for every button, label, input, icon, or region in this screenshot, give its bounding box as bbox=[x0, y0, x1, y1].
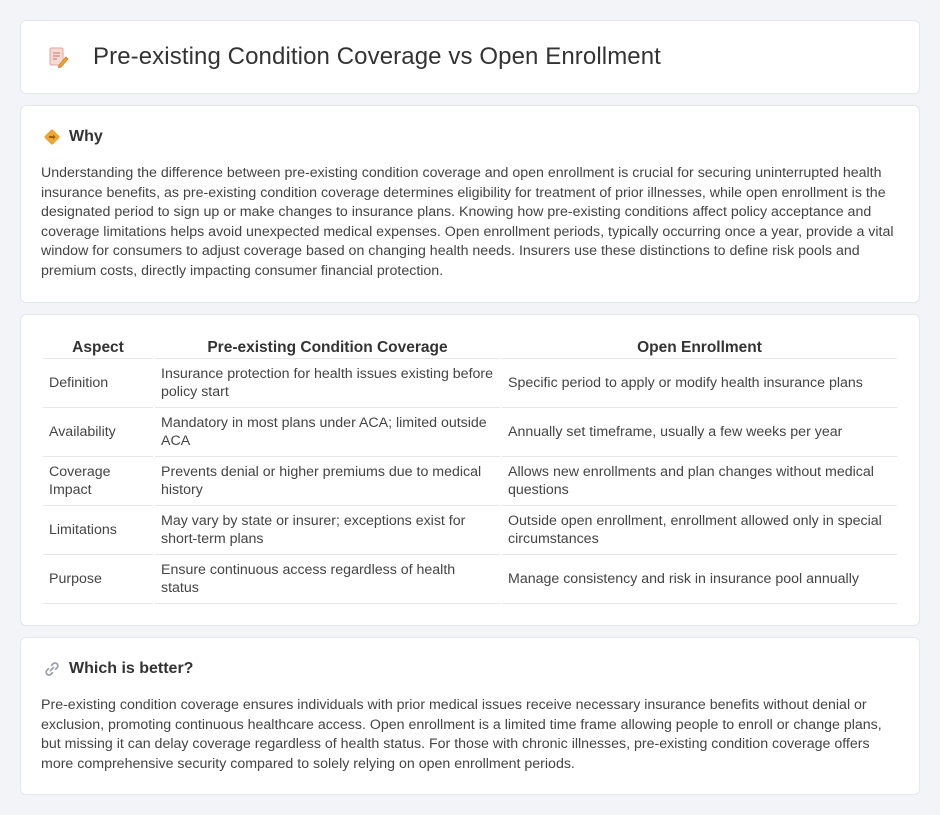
table-row bbox=[43, 506, 897, 555]
cell-aspect: Definition bbox=[43, 359, 153, 408]
cell-aspect: Limitations bbox=[43, 506, 153, 555]
cell-pre-existing: May vary by state or insurer; exceptions exist for short-term plans bbox=[155, 506, 500, 555]
cell-open-enrollment: Specific period to apply or modify health insurance plans bbox=[502, 359, 897, 408]
document-edit-icon bbox=[45, 44, 71, 70]
table-row bbox=[43, 359, 897, 408]
table-row bbox=[43, 457, 897, 506]
cell-aspect: Purpose bbox=[43, 555, 153, 604]
why-heading: Why bbox=[69, 128, 103, 145]
comparison-table bbox=[41, 337, 899, 604]
header-open-enrollment: Open Enrollment bbox=[502, 337, 897, 359]
diamond-direction-icon bbox=[43, 128, 61, 146]
comparison-card bbox=[20, 314, 920, 626]
why-paragraph: Understanding the difference between pre-existing condition coverage and open enrollment is crucial for securing uninterrupted health insurance benefits, as pre-existing condition coverage determines eligibility for treatment of prior illnesses, while open enrollment is the designated period to sign up or make changes to insurance plans. Knowing how pre-existing conditions affect policy acceptance and coverage limitations helps avoid unexpected medical expenses. Open enrollment periods, typically occurring once a year, provide a vital window for consumers to adjust coverage based on changing health needs. Insurers use these distinctions to define risk pools and premium costs, directly impacting consumer financial protection. bbox=[41, 165, 894, 279]
better-paragraph: Pre-existing condition coverage ensures individuals with prior medical issues receive necessary insurance benefits without denial or exclusion, promoting continuous healthcare access. Open enrollment is a limited time frame allowing people to enroll or change plans, but missing it can delay coverage regardless of health status. For those with chronic illnesses, pre-existing condition coverage offers more comprehensive security compared to solely relying on open enrollment periods. bbox=[41, 697, 882, 772]
cell-open-enrollment: Annually set timeframe, usually a few weeks per year bbox=[502, 408, 897, 457]
table-row bbox=[43, 555, 897, 604]
table-header-row bbox=[43, 337, 897, 359]
link-icon bbox=[43, 660, 61, 678]
better-heading: Which is better? bbox=[69, 660, 194, 677]
title-card bbox=[20, 20, 920, 94]
why-section bbox=[20, 105, 920, 303]
cell-pre-existing: Mandatory in most plans under ACA; limited outside ACA bbox=[155, 408, 500, 457]
cell-aspect: Coverage Impact bbox=[43, 457, 153, 506]
cell-pre-existing: Insurance protection for health issues existing before policy start bbox=[155, 359, 500, 408]
cell-aspect: Availability bbox=[43, 408, 153, 457]
cell-open-enrollment: Allows new enrollments and plan changes without medical questions bbox=[502, 457, 897, 506]
page-title: Pre-existing Condition Coverage vs Open Enrollment bbox=[93, 43, 661, 70]
better-section bbox=[20, 637, 920, 795]
cell-pre-existing: Ensure continuous access regardless of health status bbox=[155, 555, 500, 604]
cell-pre-existing: Prevents denial or higher premiums due to medical history bbox=[155, 457, 500, 506]
header-pre-existing: Pre-existing Condition Coverage bbox=[155, 337, 500, 359]
cell-open-enrollment: Manage consistency and risk in insurance pool annually bbox=[502, 555, 897, 604]
table-row bbox=[43, 408, 897, 457]
header-aspect: Aspect bbox=[43, 337, 153, 359]
cell-open-enrollment: Outside open enrollment, enrollment allowed only in special circumstances bbox=[502, 506, 897, 555]
